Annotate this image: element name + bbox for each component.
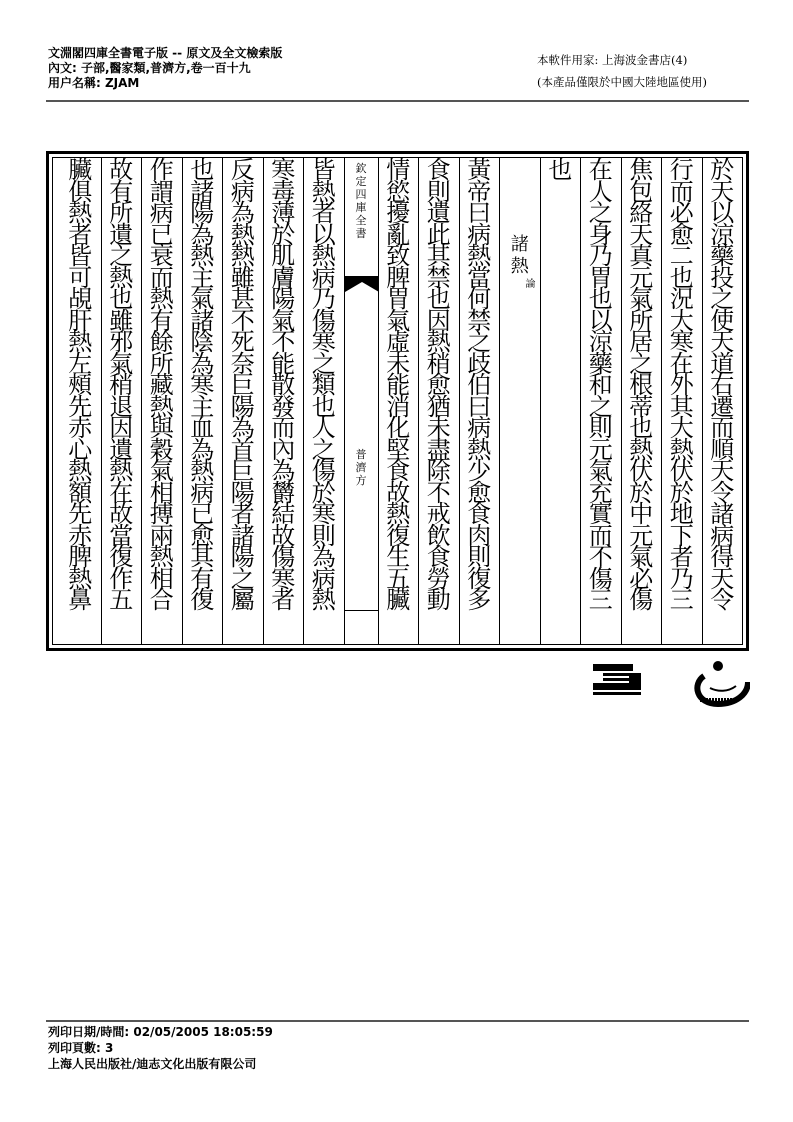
text-column: 行 而 必 愈 二 也 況 大 寒 在 外 其 大 熱 伏 於 地 下 者 乃 三 — [661, 158, 702, 644]
books-logo-icon — [593, 660, 645, 698]
section-subtitle: 論 — [525, 279, 536, 290]
header-content-path: 內文: 子部,醫家類,普濟方,卷一百十九 — [48, 61, 251, 75]
text-column: 皆 熱 者 以 熱 病 乃 傷 寒 之 類 也 人 之 傷 於 寒 則 為 病 熱 — [303, 158, 344, 644]
header-left — [48, 46, 282, 91]
section-title-column: 諸 熱 論 — [499, 158, 540, 644]
text-column: 也 諸 陽 為 熱 主 氣 諸 陰 為 寒 主 血 為 熱 病 已 愈 其 有 復 — [182, 158, 223, 644]
text-column: 作 謂 病 已 衰 而 熱 有 餘 所 藏 熱 與 穀 氣 相 搏 兩 熱 相 合 — [141, 158, 182, 644]
header-username: 用户名稱: ZJAM — [48, 76, 140, 90]
footer-divider — [46, 1020, 749, 1022]
text-column: 也 — [540, 158, 581, 644]
header-right — [537, 49, 707, 93]
text-column: 故 有 所 遺 之 熱 也 雖 邪 氣 稍 退 因 遺 熱 在 故 當 復 作 五 — [101, 158, 142, 644]
header-divider — [46, 100, 749, 102]
sun-swirl-logo-icon — [690, 660, 750, 710]
header-licensee: 本軟件用家: 上海波金書店(4) — [537, 53, 688, 67]
text-columns — [52, 157, 743, 645]
fold-book-title: 欽 定 四 庫 全 書 — [355, 162, 367, 240]
text-column: 焦 包 絡 天 真 元 氣 所 居 之 根 蒂 也 熱 伏 於 中 元 氣 必 傷 — [621, 158, 662, 644]
text-column: 黃 帝 曰 病 熱 當 何 禁 之 歧 伯 曰 病 熱 少 愈 食 肉 則 復 多 — [459, 158, 500, 644]
print-page-count: 列印頁數: 3 — [48, 1041, 114, 1055]
publisher: 上海人民出版社/迪志文化出版有限公司 — [48, 1057, 257, 1071]
header-region-note: (本產品僅限於中國大陸地區使用) — [537, 75, 707, 89]
fold-column — [344, 158, 378, 644]
header-title: 文淵閣四庫全書電子版 -- 原文及全文檢索版 — [48, 46, 283, 60]
text-column: 食 則 遺 此 其 禁 也 因 熱 稍 愈 猶 未 盡 除 不 戒 飲 食 勞 動 — [418, 158, 459, 644]
text-column: 於 天 以 涼 藥 投 之 使 天 道 右 遷 而 順 天 令 諸 病 得 天 令 — [702, 158, 743, 644]
text-column: 臟 俱 熱 者 皆 可 覘 肝 熱 左 頰 先 赤 心 熱 額 先 赤 脾 熱 鼻 — [68, 156, 93, 614]
text-column: 寒 毒 薄 於 肌 膚 陽 氣 不 能 散 發 而 內 為 欝 結 故 傷 寒 者 — [263, 158, 304, 644]
fold-volume-title: 普 濟 方 — [355, 448, 367, 487]
print-datetime: 列印日期/時間: 02/05/2005 18:05:59 — [48, 1025, 273, 1039]
text-column: 情 慾 擾 亂 致 脾 胃 氣 虛 未 能 消 化 堅 食 故 熱 復 生 五 臟 — [378, 158, 419, 644]
page-frame — [46, 151, 749, 651]
fishtail-mark-icon — [345, 276, 378, 294]
footer — [48, 1024, 273, 1072]
text-column: 反 病 為 熱 熱 雖 甚 不 死 奈 巨 陽 為 首 巨 陽 者 諸 陽 之 屬 — [222, 158, 263, 644]
text-column: 在 人 之 身 乃 胃 也 以 涼 藥 和 之 則 元 氣 充 實 而 不 傷 三 — [580, 158, 621, 644]
